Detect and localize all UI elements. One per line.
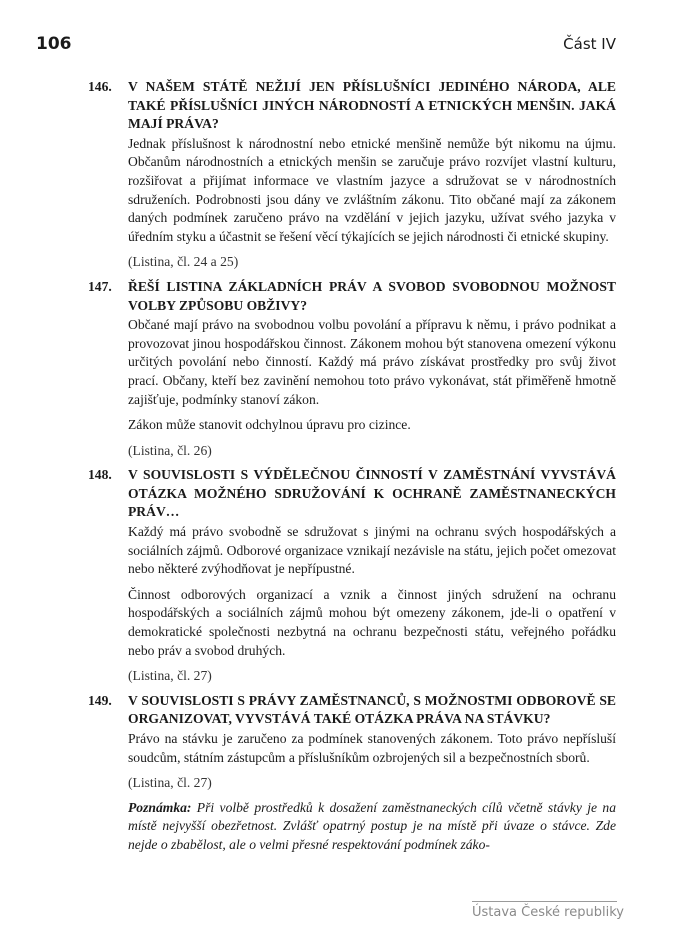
question-147: [88, 278, 616, 460]
source-citation: (Listina, čl. 24 a 25): [128, 254, 239, 270]
note-label: Poznámka:: [128, 799, 192, 815]
question-149: [88, 692, 616, 855]
source-citation: (Listina, čl. 27): [128, 775, 212, 791]
footer-book-title: Ústava České republiky: [472, 905, 624, 920]
question-title: ŘEŠÍ LISTINA ZÁKLADNÍCH PRÁV A SVOBOD SVOBODNOU MOŽNOST VOLBY ZPŮSOBU OBŽIVY?: [128, 278, 616, 313]
page-number: 106: [36, 34, 72, 54]
answer-paragraph: Každý má právo svobodně se sdružovat s jinými na ochranu svých hospodářských a sociálních zájmů. Odborové organizace vznikají nezávisle na státu, jejich počet omezovat nebo některé zvýhodňovat je nepřípustné.: [128, 524, 616, 577]
question-148: [88, 466, 616, 686]
note-text: Při volbě prostředků k dosažení zaměstnaneckých cílů včetně stávky je na místě nejvyšší obezřetnost. Zvlášť opatrný postup je na místě při úvaze o stávce. Zde nejde o zbabělost, ale o velmi přesné respektování podmínek záko-: [128, 799, 616, 852]
footer-divider: [472, 901, 617, 902]
source-citation: (Listina, čl. 26): [128, 442, 212, 458]
page-content: [88, 78, 616, 861]
question-number: 149.: [88, 692, 112, 708]
question-number: 148.: [88, 467, 112, 483]
question-number: 147.: [88, 278, 112, 294]
question-title: V SOUVISLOSTI S PRÁVY ZAMĚSTNANCŮ, S MOŽNOSTMI ODBOROVĚ SE ORGANIZOVAT, VYVSTÁVÁ TAKÉ OTÁZKA PRÁVA NA STÁVKU?: [128, 692, 616, 727]
question-title: V SOUVISLOSTI S VÝDĚLEČNOU ČINNOSTÍ V ZAMĚSTNÁNÍ VYVSTÁVÁ OTÁZKA MOŽNÉHO SDRUŽOVÁNÍ K OCHRANĚ ZAMĚSTNANECKÝCH PRÁV…: [128, 467, 616, 520]
part-label: Část IV: [563, 35, 616, 53]
answer-paragraph: Zákon může stanovit odchylnou úpravu pro cizince.: [128, 417, 411, 433]
source-citation: (Listina, čl. 27): [128, 668, 212, 684]
answer-paragraph: Občané mají právo na svobodnou volbu povolání a přípravu k němu, i právo podnikat a provozovat jinou hospodářskou činnost. Zákonem mohou být stanovena omezení výkonu určitých povolání nebo činností. Každý má právo získávat prostředky pro svůj život prací. Občany, kteří bez zavinění nemohou toto právo vykonávat, stát přiměřeně hmotně zajišťuje, podmínky stanoví zákon.: [128, 317, 616, 407]
question-number: 146.: [88, 79, 112, 94]
question-146: [88, 78, 616, 272]
answer-paragraph: Jednak příslušnost k národnostní nebo etnické menšině nemůže být nikomu na újmu. Občanům národnostních a etnických menšin se zaručuje právo rozvíjet vlastní kulturu, rozšiřovat a přijímat informace ve vlastním jazyce a sdružovat se v národnostních sdruženích. Podrobnosti jsou dány ve zvláštním zákonu. Tito občané mají za zákonem daných podmínek zaručeno právo na vzdělání v jejich jazyku, užívat svého jazyka v úředním styku a účastnit se řešení věcí týkajících se jejich národnosti či etnické skupiny.: [128, 135, 616, 244]
answer-paragraph: Právo na stávku je zaručeno za podmínek stanovených zákonem. Toto právo nepřísluší soudcům, státním zástupcům a příslušníkům ozbrojených sil a bezpečnostních sborů.: [128, 731, 616, 765]
question-title: V NAŠEM STÁTĚ NEŽIJÍ JEN PŘÍSLUŠNÍCI JEDINÉHO NÁRODA, ALE TAKÉ PŘÍSLUŠNÍCI JINÝCH NÁRODNOSTÍ A ETNICKÝCH MENŠIN. JAKÁ MAJÍ PRÁVA?: [128, 79, 616, 132]
note: [128, 799, 616, 855]
answer-paragraph: Činnost odborových organizací a vznik a činnost jiných sdružení na ochranu hospodářských a sociálních zájmů mohou být omezeny zákonem, jde-li o opatření v demokratické společnosti nezbytná na ochranu bezpečnosti státu, veřejného pořádku nebo práv a svobod druhých.: [128, 586, 616, 658]
